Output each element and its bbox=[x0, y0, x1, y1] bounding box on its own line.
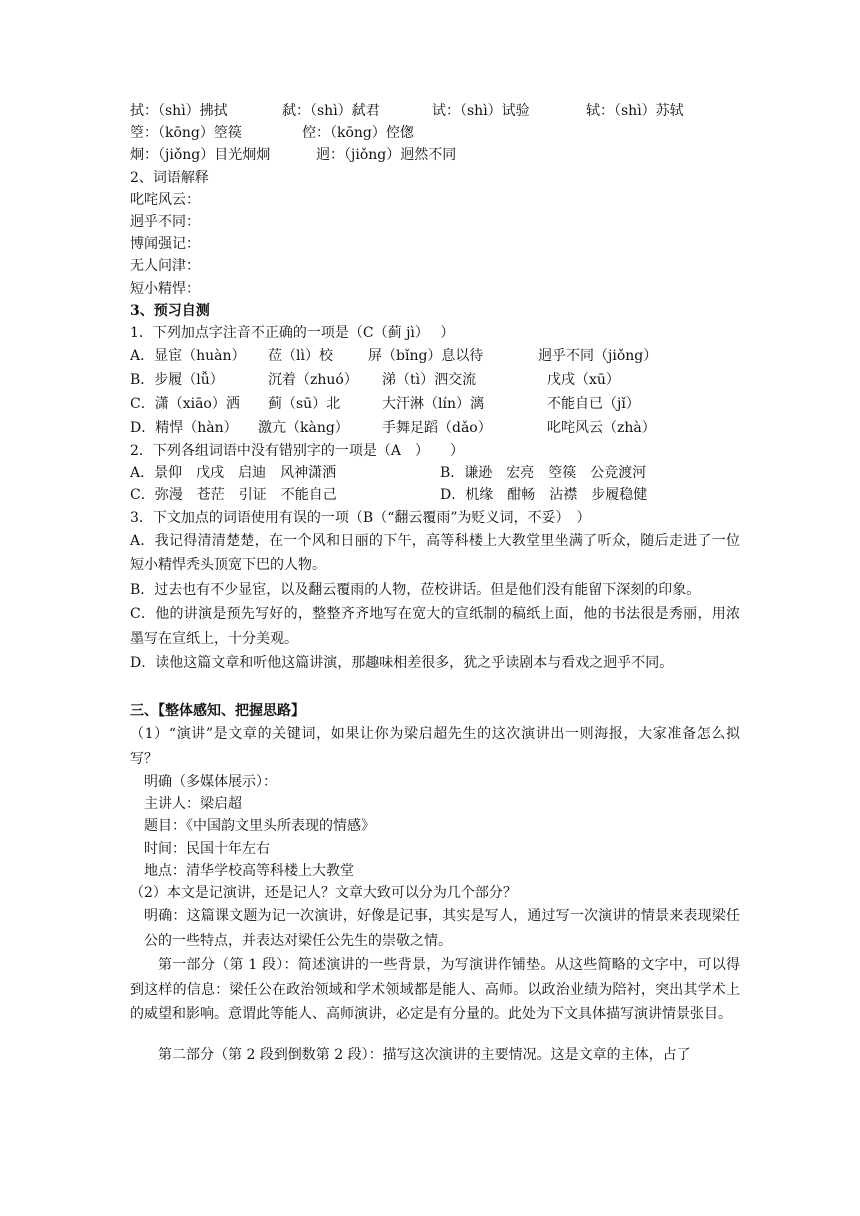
question-text: （2）本文是记演讲，还是记人？文章大致可以分为几个部分？ bbox=[130, 884, 517, 901]
q1-option-cell: 手舞足蹈（dǎo） bbox=[382, 420, 492, 437]
q3-option: A．我记得清清楚楚，在一个风和日丽的下午，高等科楼上大教堂里坐满了听众，随后走进了一位短小精悍秃头顶宽下巴的人物。 bbox=[130, 532, 740, 574]
q3-option: D．读他这篇文章和听他这篇讲演，那趣味相差很多，犹之乎读剧本与看戏之迥乎不同。 bbox=[130, 655, 674, 672]
q1-option-row bbox=[130, 416, 740, 440]
q3-option: C．他的讲演是预先写好的，整整齐齐地写在宽大的宣纸制的稿纸上面，他的书法很是秀丽，用浓墨写在宣纸上，十分美观。 bbox=[130, 606, 740, 647]
q1-option-cell: 大汗淋（lín）漓 bbox=[382, 396, 484, 413]
preview-heading: 3、预习自测 bbox=[130, 302, 210, 319]
pronunciation-row bbox=[130, 122, 740, 144]
question-1: 1．下列加点字注音不正确的一项是（C（蓟 jì） ） bbox=[130, 324, 455, 341]
q2-option-cell: D．机缘 酣畅 沾襟 步履稳健 bbox=[440, 487, 648, 504]
vocab-item: 短小精悍： bbox=[130, 280, 200, 297]
answer-text: 明确：这篇课文题为记一次演讲，好像是记事，其实是写人，通过写一次演讲的情景来表现梁任公的一些特点，并表达对梁任公先生的崇敬之情。 bbox=[144, 908, 740, 949]
q1-option-cell: A．显宦（huàn） bbox=[130, 348, 246, 365]
poster-line: 时间：民国十年左右 bbox=[144, 840, 270, 857]
q2-option-row bbox=[130, 484, 740, 506]
q2-option-cell: B．谦逊 宏亮 箜篌 公竞渡河 bbox=[440, 465, 647, 482]
q1-option-cell: C．潇（xiāo）洒 bbox=[130, 396, 240, 413]
q1-option-cell: 莅（lì）校 bbox=[268, 348, 333, 365]
q1-option-row bbox=[130, 392, 740, 416]
q1-option-row bbox=[130, 368, 740, 392]
q1-option-cell: 涕（tì）泗交流 bbox=[382, 372, 477, 389]
document-page bbox=[130, 100, 740, 1067]
q1-option-cell: 沉着（zhuó） bbox=[268, 372, 358, 389]
pronunciation-item: 弑：（shì）弑君 bbox=[282, 103, 380, 119]
clarify-label: 明确（多媒体展示）： bbox=[144, 774, 277, 790]
pronunciation-item: 箜：（kōng）箜篌 bbox=[130, 125, 242, 142]
question-3: 3．下文加点的词语使用有误的一项（B（“翻云覆雨”为贬义词，不妥） ） bbox=[130, 509, 591, 526]
q1-option-cell: 叱咤风云（zhà） bbox=[547, 420, 656, 437]
pronunciation-item: 轼：（shì）苏轼 bbox=[586, 103, 684, 119]
q2-option-cell: A．景仰 戊戌 启迪 风神潇洒 bbox=[130, 465, 337, 482]
vocab-item: 迥乎不同： bbox=[130, 213, 200, 230]
q2-option-row bbox=[130, 462, 740, 484]
pronunciation-item: 试：（shì）试验 bbox=[432, 103, 530, 119]
vocab-heading: 2、词语解释 bbox=[130, 169, 209, 186]
part2-text: 第二部分（第 2 段到倒数第 2 段）：描写这次演讲的主要情况。这是文章的主体，占了 bbox=[158, 1046, 691, 1063]
vocab-item: 叱咤风云： bbox=[130, 191, 200, 208]
question-2: 2．下列各组词语中没有错别字的一项是（A ） ） bbox=[130, 443, 465, 460]
question-text: （1）“演讲”是文章的关键词，如果让你为梁启超先生的这次演讲出一则海报，大家准备怎么拟写？ bbox=[130, 726, 740, 767]
q2-option-cell: C．弥漫 苍茫 引证 不能自己 bbox=[130, 487, 337, 504]
q1-option-cell: D．精悍（hàn） bbox=[130, 420, 238, 437]
q1-option-cell: 屏（bǐng）息以待 bbox=[368, 348, 484, 365]
q1-option-cell: 戊戌（xū） bbox=[547, 372, 620, 389]
pronunciation-row bbox=[130, 144, 740, 166]
pronunciation-row bbox=[130, 100, 740, 122]
poster-line: 主讲人：梁启超 bbox=[144, 796, 242, 813]
pronunciation-item: 拭：（shì）拂拭 bbox=[130, 103, 228, 119]
section-heading: 三、【整体感知、把握思路】 bbox=[130, 702, 305, 719]
pronunciation-item: 迥：（jiǒng）迥然不同 bbox=[316, 147, 457, 164]
q1-option-cell: 蓟（sū）北 bbox=[268, 396, 341, 413]
q3-option: B．过去也有不少显宦，以及翻云覆雨的人物，莅校讲话。但是他们没有能留下深刻的印象。 bbox=[130, 581, 701, 598]
q1-option-cell: 激亢（kàng） bbox=[258, 420, 349, 437]
vocab-item: 博闻强记： bbox=[130, 236, 200, 253]
pronunciation-item: 炯：（jiǒng）目光炯炯 bbox=[130, 147, 271, 164]
q1-option-cell: B．步履（lǚ） bbox=[130, 372, 224, 389]
poster-line: 地点：清华学校高等科楼上大教堂 bbox=[144, 862, 354, 879]
q1-option-row bbox=[130, 344, 740, 368]
pronunciation-item: 倥：（kōng）倥偬 bbox=[302, 125, 414, 142]
vocab-item: 无人问津： bbox=[130, 258, 200, 275]
q1-option-cell: 迥乎不同（jiǒng） bbox=[538, 348, 658, 365]
poster-line: 题目：《中国韵文里头所表现的情感》 bbox=[144, 818, 375, 835]
part1-text: 第一部分（第 1 段）：简述演讲的一些背景，为写演讲作铺垫。从这些简略的文字中，可以得到这样的信息：梁任公在政治领域和学术领域都是能人、高师。以政治业绩为陪衬，突出其学术上的威望和影响。意谓此等能人、高师演讲，必定是有分量的。此处为下文具体描写演讲情景张目。 bbox=[130, 957, 740, 1023]
q1-option-cell: 不能自已（jǐ） bbox=[547, 396, 640, 413]
